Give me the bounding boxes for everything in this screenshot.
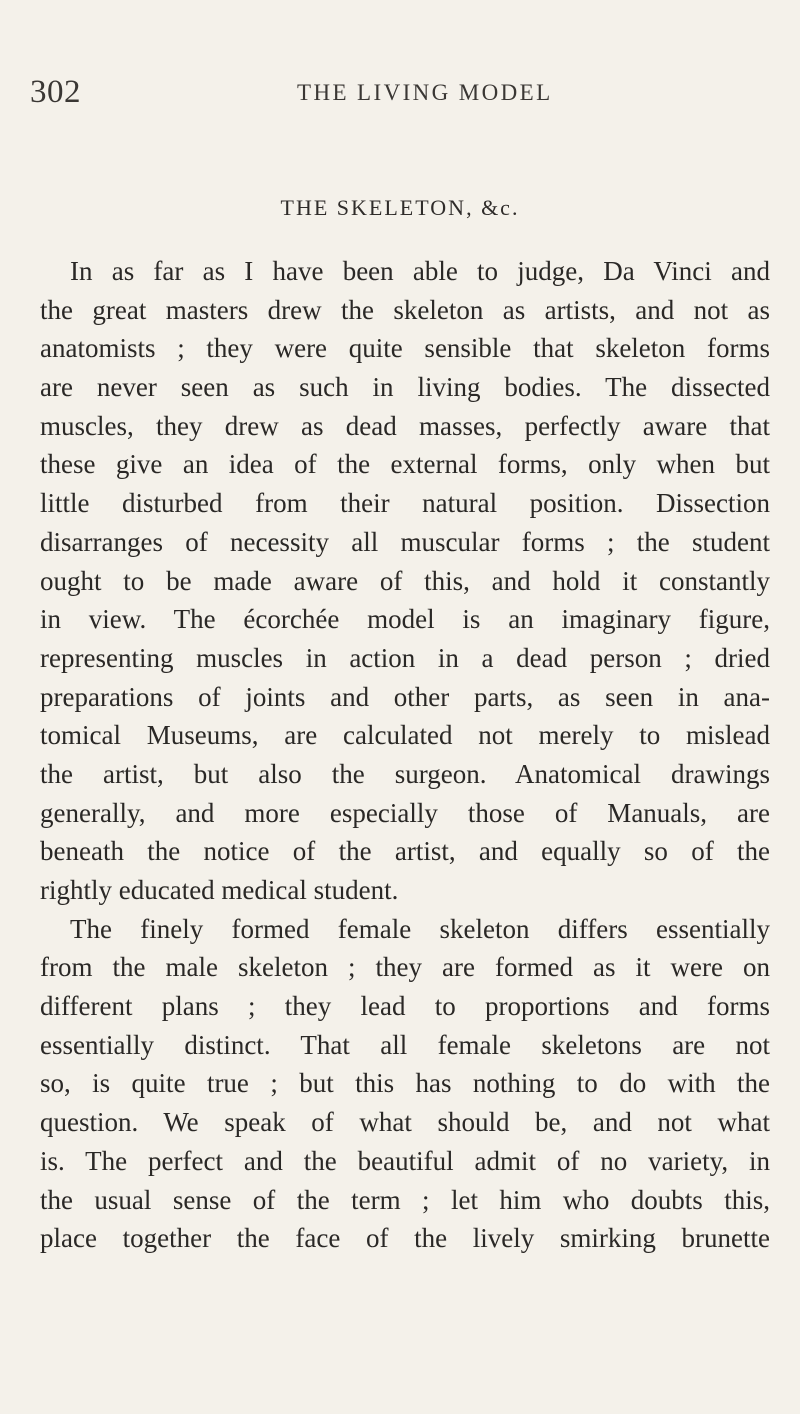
text-line: these give an idea of the external forms, only when but <box>40 449 770 480</box>
text-line: question. We speak of what should be, and not what <box>40 1107 770 1138</box>
section-title: THE SKELETON, &c. <box>280 195 520 220</box>
text-line: disarranges of necessity all muscular forms ; the student <box>40 526 770 557</box>
text-line: ought to be made aware of this, and hold it constantly <box>40 565 770 596</box>
text-line: the artist, but also the surgeon. Anatomical drawings <box>40 758 770 789</box>
text-line: essentially distinct. That all female skeletons are not <box>40 1029 770 1060</box>
text-line: so, is quite true ; but this has nothing to do with the <box>40 1068 770 1099</box>
page-number: 302 <box>30 74 81 110</box>
text-line: tomical Museums, are calculated not merely to mislead <box>40 720 770 751</box>
text-line: is. The perfect and the beautiful admit of no variety, in <box>40 1145 770 1176</box>
text-line: rightly educated medical student. <box>40 875 399 905</box>
text-line: representing muscles in action in a dead person ; dried <box>40 642 770 673</box>
text-line: muscles, they drew as dead masses, perfectly aware that <box>40 410 770 441</box>
text-line: In as far as I have been able to judge, Da Vinci and <box>70 256 770 286</box>
text-line: place together the face of the lively smirking brunette <box>40 1223 770 1254</box>
text-line: preparations of joints and other parts, as seen in ana- <box>40 681 770 712</box>
running-head <box>0 74 800 114</box>
body-text <box>40 252 770 1258</box>
text-line: the great masters drew the skeleton as artists, and not as <box>40 294 770 325</box>
text-line: the usual sense of the term ; let him who doubts this, <box>40 1184 770 1215</box>
text-line: are never seen as such in living bodies. The dissected <box>40 372 770 403</box>
text-line: anatomists ; they were quite sensible that skeleton forms <box>40 333 770 364</box>
text-line: from the male skeleton ; they are formed as it were on <box>40 952 770 983</box>
text-line: The finely formed female skeleton differs essentially <box>70 913 770 944</box>
text-line: beneath the notice of the artist, and equally so of the <box>40 836 770 867</box>
text-line: generally, and more especially those of Manuals, are <box>40 797 770 828</box>
text-line: different plans ; they lead to proportions and forms <box>40 991 770 1022</box>
text-line: in view. The écorchée model is an imaginary figure, <box>40 604 770 635</box>
text-line: little disturbed from their natural position. Dissection <box>40 488 770 519</box>
running-title: THE LIVING MODEL <box>297 80 553 105</box>
